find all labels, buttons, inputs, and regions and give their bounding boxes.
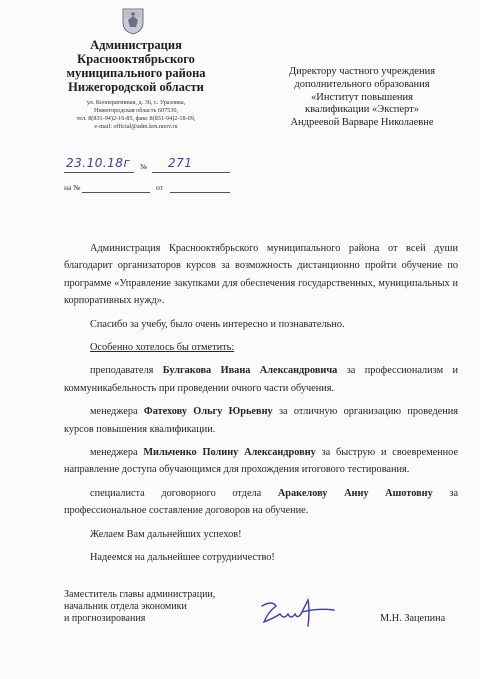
paragraph: Желаем Вам дальнейших успехов! — [90, 528, 242, 540]
address-line: e-mail: official@adm.krn.nnov.ru — [94, 123, 178, 130]
reason: за профессионализм и коммуникабельность при проведении очного части обучения. — [64, 365, 458, 394]
from-label: от — [156, 183, 163, 192]
role: менеджера — [90, 447, 138, 459]
paragraph — [64, 444, 458, 479]
signatory-name: М.Н. Зацепина — [380, 613, 446, 624]
recipient-line: Андреевой Варваре Николаевне — [290, 117, 434, 129]
position-line: и прогнозирования — [64, 612, 146, 624]
recipient-line: дополнительного образования — [294, 78, 430, 90]
org-line: муниципального района — [66, 66, 206, 80]
org-name — [62, 38, 210, 94]
recipient-line: Директору частного учреждения — [288, 66, 436, 77]
person-name: Мильченко Полину Александровну — [143, 447, 316, 459]
role: преподавателя — [90, 365, 154, 377]
letter-body — [64, 240, 458, 567]
paragraph: Спасибо за учебу, было очень интересно и познавательно. — [90, 318, 345, 330]
person-name: Фатехову Ольгу Юрьевну — [143, 406, 273, 418]
address-line: тел. 8(831-94)2-16-85, факс 8(831-94)2-18-09, — [76, 115, 196, 122]
coat-of-arms-icon — [122, 8, 144, 35]
from-line — [170, 192, 230, 193]
reason: за профессиональное составление договоров на обучение. — [64, 487, 459, 517]
reason: за отличную организацию проведения курсов повышения квалификации. — [64, 406, 459, 435]
address-line: ул. Кооперативная, д. 36, с. Уразовка, — [86, 99, 186, 106]
position-line: начальник отдела экономики — [64, 600, 187, 612]
person-name: Аракелову Анну Ашотовну — [277, 487, 433, 499]
reply-to-number-label: на № — [64, 183, 81, 192]
recipient — [262, 66, 462, 130]
address-line: Нижегородская область 607530, — [93, 107, 178, 114]
recipient-line: «Институт повышения — [311, 91, 413, 103]
person-name: Булгакова Ивана Александровича — [162, 365, 338, 377]
org-line: Краснооктябрьского — [77, 52, 195, 66]
handwritten-signature — [258, 596, 338, 630]
recipient-line: квалификации «Эксперт» — [305, 104, 419, 116]
position-line: Заместитель главы администрации, — [64, 589, 216, 600]
paragraph: Особенно хотелось бы отметить: — [90, 342, 235, 354]
paragraph: Администрация Краснооктябрьского муниципального района от всей души благодарит организаторов курсов за возможность дистанционно пройти обучение по программе «Управление закупками для обеспечения государственных, муниципальных и корпоративных нужд». — [64, 243, 458, 307]
reply-number-line — [82, 192, 150, 193]
paragraph: Надеемся на дальнейшее сотрудничество! — [90, 552, 275, 564]
signatory-position — [64, 589, 215, 624]
role: специалиста договорного отдела — [90, 487, 262, 499]
number-label: № — [140, 162, 148, 171]
org-line: Нижегородской области — [68, 80, 204, 94]
role: менеджера — [90, 406, 138, 418]
number-line — [152, 172, 230, 173]
letter-date: 23.10.18г — [66, 156, 131, 170]
paragraph — [64, 485, 458, 520]
date-line — [64, 172, 134, 173]
paragraph — [64, 362, 458, 397]
letter-number: 271 — [168, 156, 193, 170]
org-line: Администрация — [90, 38, 182, 52]
paragraph — [64, 403, 458, 438]
reason: за быструю и своевременное направление доступа обучающимся для прохождения итогового тестирования. — [64, 447, 459, 476]
org-address — [62, 99, 210, 131]
